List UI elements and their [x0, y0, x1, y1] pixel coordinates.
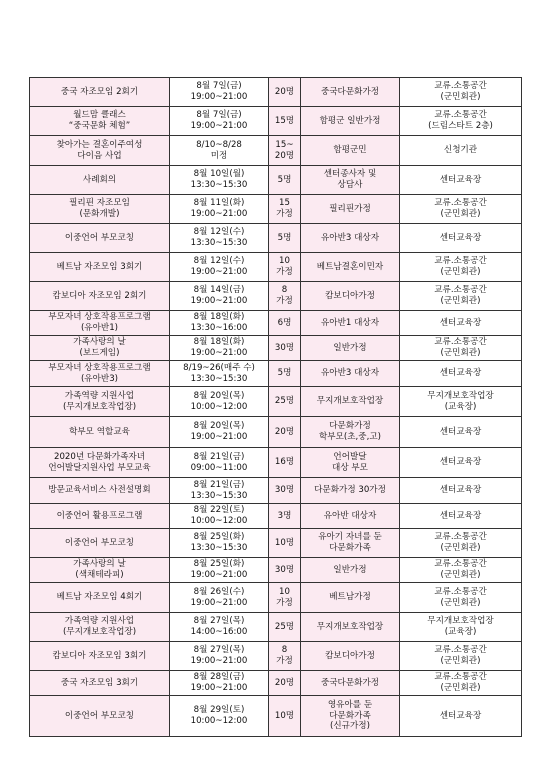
- program-cell: 캄보디아 자조모임 2회기: [30, 282, 170, 311]
- target-cell: 센터종사자 및 상담사: [301, 166, 400, 195]
- venue-cell: 센터교육장: [400, 448, 522, 478]
- target-cell: 언어발달 대상 부모: [301, 448, 400, 478]
- program-cell: 캄보디아 자조모임 3회기: [30, 642, 170, 671]
- schedule-cell: 8월 14일(금) 19:00~21:00: [170, 282, 269, 311]
- table-row: [30, 136, 522, 166]
- target-cell: 유아반3 대상자: [301, 361, 400, 387]
- venue-cell: 센터교육장: [400, 361, 522, 387]
- program-cell: 가족사랑의 날 (색채테라피): [30, 558, 170, 583]
- target-cell: 유아반1 대상자: [301, 311, 400, 336]
- participants-cell: 30명: [269, 478, 301, 504]
- target-cell: 일반가정: [301, 558, 400, 583]
- table-row: [30, 107, 522, 136]
- program-cell: 이중언어 부모코칭: [30, 224, 170, 253]
- target-cell: 유아반3 대상자: [301, 224, 400, 253]
- venue-cell: 교류.소통공간 (군민회관): [400, 642, 522, 671]
- participants-cell: 16명: [269, 448, 301, 478]
- participants-cell: 10 가정: [269, 253, 301, 282]
- target-cell: 무지개보호작업장: [301, 613, 400, 642]
- schedule-cell: 8월 21일(금) 09:00~11:00: [170, 448, 269, 478]
- participants-cell: 8 가정: [269, 642, 301, 671]
- participants-cell: 25명: [269, 613, 301, 642]
- table-row: [30, 417, 522, 448]
- schedule-cell: 8/10~8/28 미정: [170, 136, 269, 166]
- program-cell: 학부모 역할교육: [30, 417, 170, 448]
- program-cell: 베트남 자조모임 3회기: [30, 253, 170, 282]
- venue-cell: 교류.소통공간 (군민회관): [400, 195, 522, 224]
- program-cell: 이중언어 부모코칭: [30, 696, 170, 737]
- target-cell: 베트남가정: [301, 583, 400, 613]
- target-cell: 영유아를 둔 다문화가족 (신규가정): [301, 696, 400, 737]
- schedule-cell: 8월 11일(화) 19:00~21:00: [170, 195, 269, 224]
- schedule-cell: 8월 18일(화) 19:00~21:00: [170, 336, 269, 361]
- participants-cell: 10명: [269, 696, 301, 737]
- venue-cell: 센터교육장: [400, 166, 522, 195]
- participants-cell: 15명: [269, 107, 301, 136]
- schedule-cell: 8월 22일(토) 10:00~12:00: [170, 504, 269, 529]
- program-cell: 사례회의: [30, 166, 170, 195]
- venue-cell: 무지개보호작업장 (교육장): [400, 613, 522, 642]
- schedule-cell: 8월 20일(목) 10:00~12:00: [170, 387, 269, 417]
- table-row: [30, 361, 522, 387]
- participants-cell: 5명: [269, 361, 301, 387]
- target-cell: 필리핀가정: [301, 195, 400, 224]
- table-row: [30, 311, 522, 336]
- participants-cell: 15~ 20명: [269, 136, 301, 166]
- program-cell: 필리핀 자조모임 (문화개발): [30, 195, 170, 224]
- program-cell: 부모자녀 상호작용프로그램 (유아반3): [30, 361, 170, 387]
- program-cell: 베트남 자조모임 4회기: [30, 583, 170, 613]
- schedule-table: [29, 77, 522, 737]
- schedule-cell: 8월 25일(화) 19:00~21:00: [170, 558, 269, 583]
- program-cell: 2020년 다문화가족자녀 언어발달지원사업 부모교육: [30, 448, 170, 478]
- schedule-cell: 8월 7일(금) 19:00~21:00: [170, 107, 269, 136]
- venue-cell: 교류.소통공간 (군민회관): [400, 583, 522, 613]
- table-row: [30, 671, 522, 696]
- participants-cell: 20명: [269, 417, 301, 448]
- venue-cell: 교류.소통공간 (군민회관): [400, 529, 522, 558]
- target-cell: 유아반 대상자: [301, 504, 400, 529]
- participants-cell: 30명: [269, 336, 301, 361]
- schedule-cell: 8월 29일(토) 10:00~12:00: [170, 696, 269, 737]
- table-row: [30, 583, 522, 613]
- program-cell: 이중언어 부모코칭: [30, 529, 170, 558]
- schedule-cell: 8월 12일(수) 13:30~15:30: [170, 224, 269, 253]
- target-cell: 유아기 자녀를 둔 다문화가족: [301, 529, 400, 558]
- program-cell: 부모자녀 상호작용프로그램 (유아반1): [30, 311, 170, 336]
- program-cell: 가족사랑의 날 (보드게임): [30, 336, 170, 361]
- venue-cell: 교류.소통공간 (군민회관): [400, 558, 522, 583]
- table-row: [30, 166, 522, 195]
- participants-cell: 15 가정: [269, 195, 301, 224]
- schedule-cell: 8월 21일(금) 13:30~15:30: [170, 478, 269, 504]
- venue-cell: 신청기관: [400, 136, 522, 166]
- schedule-cell: 8월 20일(목) 19:00~21:00: [170, 417, 269, 448]
- table-row: [30, 78, 522, 107]
- table-row: [30, 387, 522, 417]
- venue-cell: 센터교육장: [400, 224, 522, 253]
- table-row: [30, 642, 522, 671]
- program-cell: 중국 자조모임 3회기: [30, 671, 170, 696]
- participants-cell: 5명: [269, 224, 301, 253]
- table-row: [30, 613, 522, 642]
- target-cell: 베트남결혼이민자: [301, 253, 400, 282]
- participants-cell: 20명: [269, 78, 301, 107]
- program-cell: 중국 자조모임 2회기: [30, 78, 170, 107]
- venue-cell: 교류.소통공간 (군민회관): [400, 253, 522, 282]
- venue-cell: 센터교육장: [400, 478, 522, 504]
- target-cell: 일반가정: [301, 336, 400, 361]
- program-cell: 이중언어 활용프로그램: [30, 504, 170, 529]
- participants-cell: 20명: [269, 671, 301, 696]
- schedule-cell: 8월 25일(화) 13:30~15:30: [170, 529, 269, 558]
- schedule-cell: 8월 26일(수) 19:00~21:00: [170, 583, 269, 613]
- venue-cell: 무지개보호작업장 (교육장): [400, 387, 522, 417]
- participants-cell: 5명: [269, 166, 301, 195]
- table-row: [30, 558, 522, 583]
- table-row: [30, 529, 522, 558]
- target-cell: 중국다문화가정: [301, 671, 400, 696]
- venue-cell: 센터교육장: [400, 504, 522, 529]
- venue-cell: 센터교육장: [400, 311, 522, 336]
- table-row: [30, 478, 522, 504]
- schedule-cell: 8월 28일(금) 19:00~21:00: [170, 671, 269, 696]
- program-cell: 찾아가는 결혼이주여성 다이음 사업: [30, 136, 170, 166]
- participants-cell: 30명: [269, 558, 301, 583]
- schedule-cell: 8월 27일(목) 14:00~16:00: [170, 613, 269, 642]
- participants-cell: 10명: [269, 529, 301, 558]
- venue-cell: 교류.소통공간 (군민회관): [400, 78, 522, 107]
- schedule-table-body: [30, 78, 522, 737]
- participants-cell: 3명: [269, 504, 301, 529]
- venue-cell: 교류.소통공간 (군민회관): [400, 671, 522, 696]
- participants-cell: 25명: [269, 387, 301, 417]
- venue-cell: 센터교육장: [400, 417, 522, 448]
- program-cell: 방문교육서비스 사전설명회: [30, 478, 170, 504]
- venue-cell: 센터교육장: [400, 696, 522, 737]
- schedule-cell: 8월 18일(화) 13:30~16:00: [170, 311, 269, 336]
- target-cell: 중국다문화가정: [301, 78, 400, 107]
- program-cell: 월드맘 클래스 “중국문화 체험”: [30, 107, 170, 136]
- table-row: [30, 504, 522, 529]
- table-row: [30, 195, 522, 224]
- table-row: [30, 696, 522, 737]
- table-row: [30, 336, 522, 361]
- schedule-cell: 8월 7일(금) 19:00~21:00: [170, 78, 269, 107]
- target-cell: 함평군민: [301, 136, 400, 166]
- table-row: [30, 253, 522, 282]
- target-cell: 함평군 일반가정: [301, 107, 400, 136]
- schedule-cell: 8월 27일(목) 19:00~21:00: [170, 642, 269, 671]
- venue-cell: 교류.소통공간 (드림스타트 2층): [400, 107, 522, 136]
- target-cell: 캄보디아가정: [301, 282, 400, 311]
- participants-cell: 6명: [269, 311, 301, 336]
- table-row: [30, 448, 522, 478]
- table-row: [30, 282, 522, 311]
- schedule-cell: 8월 12일(수) 19:00~21:00: [170, 253, 269, 282]
- target-cell: 캄보디아가정: [301, 642, 400, 671]
- schedule-cell: 8/19~26(매주 수) 13:30~15:30: [170, 361, 269, 387]
- participants-cell: 10 가정: [269, 583, 301, 613]
- venue-cell: 교류.소통공간 (군민회관): [400, 336, 522, 361]
- target-cell: 다문화가정 학부모(초,중,고): [301, 417, 400, 448]
- participants-cell: 8 가정: [269, 282, 301, 311]
- schedule-cell: 8월 10일(월) 13:30~15:30: [170, 166, 269, 195]
- table-row: [30, 224, 522, 253]
- program-cell: 가족역량 지원사업 (무지개보호작업장): [30, 613, 170, 642]
- target-cell: 다문화가정 30가정: [301, 478, 400, 504]
- target-cell: 무지개보호작업장: [301, 387, 400, 417]
- program-cell: 가족역량 지원사업 (무지개보호작업장): [30, 387, 170, 417]
- venue-cell: 교류.소통공간 (군민회관): [400, 282, 522, 311]
